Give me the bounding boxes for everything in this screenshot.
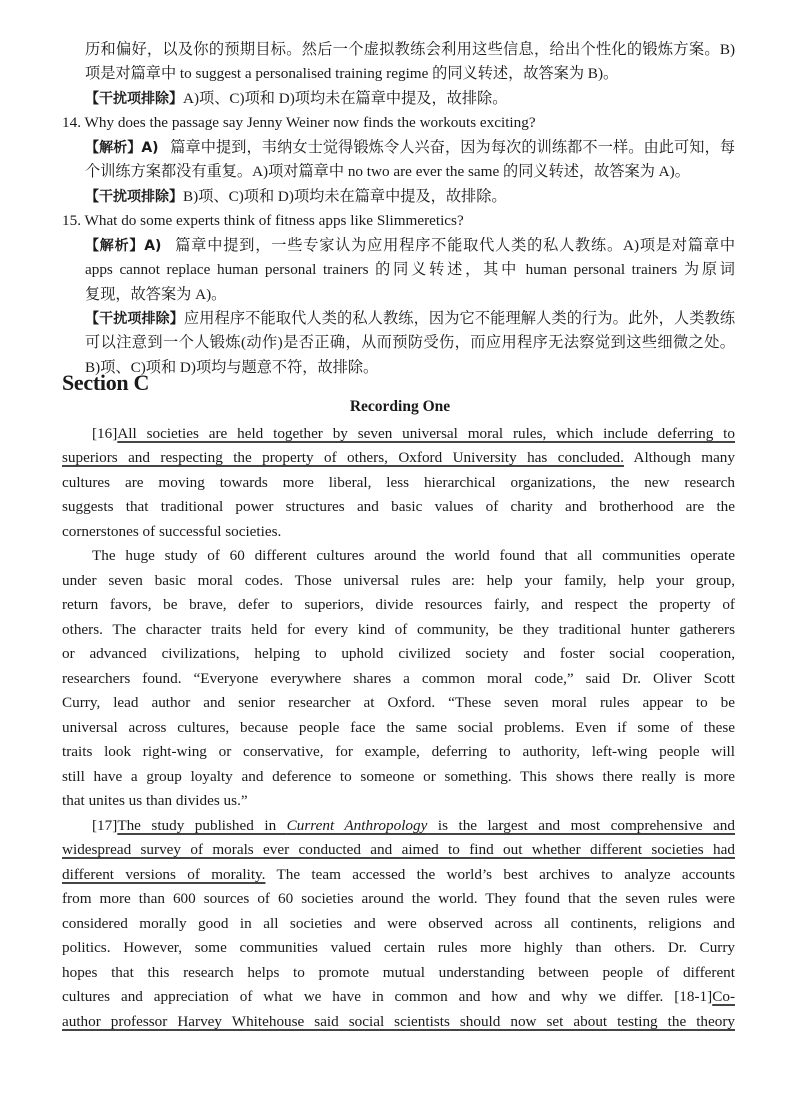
analysis-text: 篇章中提到，一些专家认为应用程序不能取代人类的私人教练。A)项是对篇章中: [175, 237, 736, 254]
key-sentence: author professor Harvey Whitehouse said social scientists should now set about testing the theory: [62, 1013, 735, 1030]
q13-distractor: [85, 87, 735, 111]
section-heading: Section C: [62, 370, 150, 395]
analysis-text: 篇章中提到，韦纳女士觉得锻炼令人兴奋，因为每次的训练都不一样。由此可知，每: [170, 139, 736, 156]
q15-analysis-line: 复现，故答案为 A)。: [85, 286, 227, 303]
q14-distractor: [85, 185, 735, 209]
passage-line: suggests that traditional power structures and basic values of charity and brotherhood are the: [62, 498, 735, 515]
passage-line: [62, 985, 735, 1009]
passage-line: hopes that this research helps to promote mutual understanding between people of different: [62, 964, 735, 981]
question-15: [62, 209, 735, 233]
key-sentence: The study published in Current Anthropology is the largest and most comprehensive and: [117, 817, 735, 834]
passage-line: considered morally good in all societies and were observed across all continents, religions and: [62, 915, 735, 932]
passage-line: researchers found. “Everyone everywhere shares a common moral code,” said Dr. Oliver Scott: [62, 670, 735, 687]
passage-line: still have a group loyalty and deference to someone or something. This shows there really is more: [62, 768, 735, 785]
q13-analysis-line: 历和偏好，以及你的预期目标。然后一个虚拟教练会利用这些信息，给出个性化的锻炼方案。B): [85, 41, 735, 58]
key-sentence: Co-: [712, 988, 735, 1005]
passage-line: [62, 422, 735, 446]
passage-line: others. The character traits held for every kind of community, be they traditional hunter gatherers: [62, 621, 735, 638]
passage-line: [62, 863, 735, 887]
question-text: What do some experts think of fitness apps like Slimmeretics?: [84, 212, 464, 229]
passage-text: cultures and appreciation of what we have in common and how and why we differ.: [62, 988, 675, 1005]
question-number: 14.: [62, 114, 81, 131]
passage-line: or advanced civilizations, helping to uphold civilized society and foster social cooperation,: [62, 645, 735, 662]
key-sentence: different versions of morality.: [62, 866, 266, 883]
passage-line: return favors, be brave, defer to superiors, divide resources fairly, and respect the property of: [62, 596, 735, 613]
key-sentence: widespread survey of morals ever conducted and aimed to find out whether different societies had: [62, 841, 735, 858]
q15-distractor-line: 可以注意到一个人锻炼(动作)是否正确，从而预防受伤，而应用程序无法察觉到这些细微之处。: [85, 334, 735, 351]
q15-analysis: [85, 234, 735, 258]
q15-distractor: [85, 307, 735, 331]
distractor-text: B)项、C)项和 D)项均未在篇章中提及，故排除。: [183, 188, 507, 205]
analysis-label: 【解析】A): [85, 140, 159, 156]
passage-line: [62, 814, 735, 838]
passage-line: under seven basic moral codes. Those universal rules are: help your family, help your group,: [62, 572, 735, 589]
q14-analysis-line: 个训练方案都没有重复。A)项对篇章中 no two are ever the same 的同义转述，故答案为 A)。: [85, 163, 690, 180]
journal-title: Current Anthropology: [286, 817, 428, 834]
distractor-label: 【干扰项排除】: [85, 91, 183, 107]
passage-line: [62, 544, 735, 568]
question-tag-17: [17]: [92, 817, 118, 834]
passage-line: [62, 446, 735, 470]
passage-text: The huge study of 60 different cultures around the world found that all communities operate: [92, 547, 735, 564]
passage-line: from more than 600 sources of 60 societies around the world. They found that the seven rules were: [62, 890, 735, 907]
distractor-label: 【干扰项排除】: [85, 311, 184, 327]
passage-line: universal across cultures, because people face the same social problems. Even if some of these: [62, 719, 735, 736]
q13-analysis-line: 项是对篇章中 to suggest a personalised training regime 的同义转述，故答案为 B)。: [85, 65, 619, 82]
passage-line: [62, 1010, 735, 1034]
distractor-text: 应用程序不能取代人类的私人教练，因为它不能理解人类的行为。此外，人类教练: [183, 310, 735, 327]
passage-text: Although many: [623, 449, 735, 466]
passage-line: cultures are moving towards more liberal, less hierarchical organizations, the new research: [62, 474, 735, 491]
passage-line: [62, 838, 735, 862]
passage-line: cornerstones of successful societies.: [62, 523, 282, 540]
passage-line: politics. However, some communities valued certain rules more highly than others. Dr. Curry: [62, 939, 735, 956]
q14-analysis: [85, 136, 735, 160]
passage-line: traits look right-wing or conservative, for example, deferring to authority, left-wing people will: [62, 743, 735, 760]
question-text: Why does the passage say Jenny Weiner now finds the workouts exciting?: [84, 114, 536, 131]
passage-text: The team accessed the world’s best archives to analyze accounts: [265, 866, 736, 883]
passage-line: that unites us than divides us.”: [62, 792, 248, 809]
q15-analysis-line: apps cannot replace human personal trainers 的同义转述，其中 human personal trainers 为原词: [85, 261, 735, 278]
analysis-label: 【解析】A): [85, 238, 162, 254]
question-number: 15.: [62, 212, 81, 229]
distractor-label: 【干扰项排除】: [85, 189, 183, 205]
q15-distractor-line: B)项、C)项和 D)项均与题意不符，故排除。: [85, 359, 379, 376]
question-14: [62, 111, 735, 135]
question-tag-18-1: [18-1]: [674, 988, 713, 1005]
key-sentence: superiors and respecting the property of others, Oxford University has concluded.: [62, 449, 624, 466]
recording-title: Recording One: [349, 398, 451, 415]
distractor-text: A)项、C)项和 D)项均未在篇章中提及，故排除。: [183, 90, 508, 107]
passage-line: Curry, lead author and senior researcher at Oxford. “These seven moral rules appear to be: [62, 694, 735, 711]
question-tag-16: [16]: [92, 425, 118, 442]
key-sentence: All societies are held together by seven universal moral rules, which include deferring to: [117, 425, 735, 442]
